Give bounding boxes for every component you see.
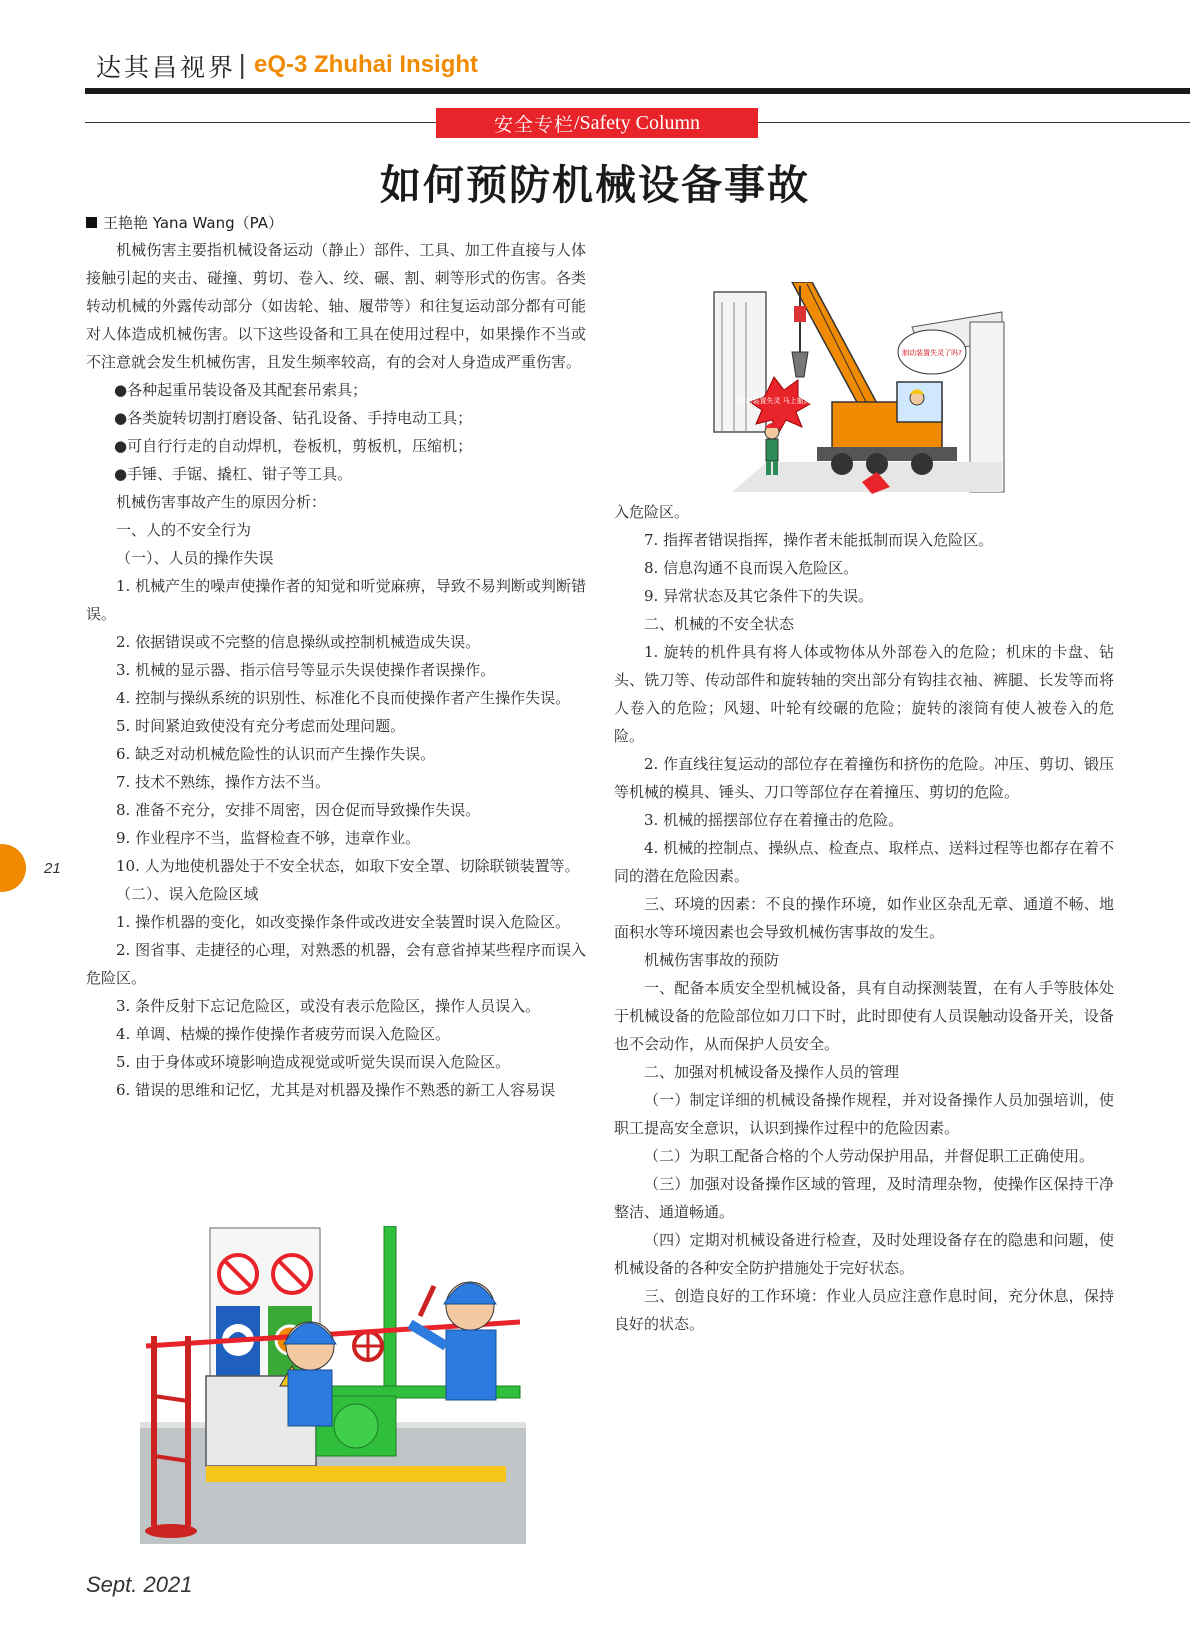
- paragraph: 机械伤害事故的预防: [644, 951, 780, 969]
- paragraph: 1. 旋转的机件具有将人体或物体从外部卷入的危险；机床的卡盘、钻头、铣刀等、传动部件和旋转轴的突出部分有钩挂衣袖、裤腿、长发等而将人卷入的危险；风翅、叶轮有绞碾的危险；旋转的滚筒有使人被卷入的危险。: [614, 643, 1114, 745]
- bullet-item: ●各类旋转切割打磨设备、钻孔设备、手持电动工具；: [114, 409, 473, 427]
- paragraph: （二）、误入危险区域: [116, 885, 259, 903]
- paragraph: 6. 错误的思维和记忆，尤其是对机器及操作不熟悉的新工人容易误: [116, 1081, 556, 1099]
- paragraph: 一、人的不安全行为: [116, 521, 252, 539]
- paragraph: 4. 控制与操纵系统的识别性、标准化不良而使操作者产生操作失误。: [116, 689, 571, 707]
- page-number: 21: [44, 860, 61, 877]
- paragraph: 2. 依据错误或不完整的信息操纵或控制机械造成失误。: [116, 633, 481, 651]
- paragraph: （四）定期对机械设备进行检查，及时处理设备存在的隐患和问题，使机械设备的各种安全防护措施处于完好状态。: [614, 1231, 1114, 1277]
- paragraph: （一）制定详细的机械设备操作规程，并对设备操作人员加强培训，使职工提高安全意识，认识到操作过程中的危险因素。: [614, 1091, 1114, 1137]
- paragraph: 4. 单调、枯燥的操作使操作者疲劳而误入危险区。: [116, 1025, 451, 1043]
- paragraph: （二）为职工配备合格的个人劳动保护用品，并督促职工正确使用。: [644, 1147, 1095, 1165]
- column-tag: [436, 108, 758, 138]
- issue-date: Sept. 2021: [86, 1572, 193, 1597]
- paragraph: 三、创造良好的工作环境：作业人员应注意作息时间，充分休息，保持良好的状态。: [614, 1287, 1114, 1333]
- page-tab-marker: [0, 844, 26, 892]
- paragraph: 9. 作业程序不当，监督检查不够，违章作业。: [116, 829, 421, 847]
- paragraph: 5. 时间紧迫致使没有充分考虑而处理问题。: [116, 717, 406, 735]
- paragraph: 2. 图省事、走捷径的心理，对熟悉的机器，会有意省掉某些程序而误入危险区。: [86, 941, 586, 987]
- paragraph: 10. 人为地使机器处于不安全状态，如取下安全罩、切除联锁装置等。: [116, 857, 580, 875]
- paragraph: 3. 机械的显示器、指示信号等显示失误使操作者误操作。: [116, 661, 496, 679]
- paragraph: 6. 缺乏对动机械危险性的认识而产生操作失误。: [116, 745, 436, 763]
- paragraph: 机械伤害主要指机械设备运动（静止）部件、工具、加工件直接与人体接触引起的夹击、碰撞、剪切、卷入、绞、碾、割、刺等形式的伤害。各类转动机械的外露传动部分（如齿轮、轴、履带等）和往复运动部分都有可能对人体造成机械伤害。以下这些设备和工具在使用过程中，如果操作不当或不注意就会发生机械伤害，且发生频率较高，有的会对人身造成严重伤害。: [86, 241, 586, 371]
- paragraph: 7. 指挥者错误指挥，操作者未能抵制而误入危险区。: [644, 531, 994, 549]
- paragraph: 二、加强对机械设备及操作人员的管理: [644, 1063, 900, 1081]
- paragraph: （三）加强对设备操作区域的管理，及时清理杂物，使操作区保持干净整洁、通道畅通。: [614, 1175, 1114, 1221]
- header-brand-en: eQ-3 Zhuhai Insight: [254, 51, 479, 78]
- right-column: [614, 498, 1114, 1338]
- header-brand-cn: 达其昌视界: [96, 53, 237, 82]
- author-line: [86, 212, 283, 233]
- paragraph: 3. 条件反射下忘记危险区，或没有表示危险区，操作人员误入。: [116, 997, 541, 1015]
- paragraph: 入危险区。: [614, 503, 690, 521]
- column-tag-en: /Safety Column: [573, 111, 701, 134]
- paragraph: 机械伤害事故产生的原因分析：: [116, 493, 327, 511]
- paragraph: 一、配备本质安全型机械设备，具有自动探测装置，在有人手等肢体处于机械设备的危险部位如刀口下时，此时即使有人员误触动设备开关，设备也不会动作，从而保护人员安全。: [614, 979, 1114, 1053]
- paragraph: 9. 异常状态及其它条件下的失误。: [644, 587, 874, 605]
- paragraph: 二、机械的不安全状态: [644, 615, 795, 633]
- paragraph: 1. 机械产生的噪声使操作者的知觉和听觉麻痹，导致不易判断或判断错误。: [86, 577, 586, 623]
- paragraph: 3. 机械的摇摆部位存在着撞击的危险。: [644, 811, 904, 829]
- paragraph: 8. 准备不充分，安排不周密，因仓促而导致操作失误。: [116, 801, 481, 819]
- paragraph: 7. 技术不熟练，操作方法不当。: [116, 773, 331, 791]
- crane-question-text: 制动装置失灵了吗?: [902, 349, 962, 357]
- paragraph: 2. 作直线往复运动的部位存在着撞伤和挤伤的危险。冲压、剪切、锻压等机械的模具、锤头、刀口等部位存在着撞压、剪切的危险。: [614, 755, 1114, 801]
- paragraph: 8. 信息沟通不良而误入危险区。: [644, 559, 859, 577]
- paragraph: 1. 操作机器的变化，如改变操作条件或改进安全装置时误入危险区。: [116, 913, 571, 931]
- author-name: 王艳艳 Yana Wang（PA）: [103, 214, 283, 232]
- article-title: 如何预防机械设备事故: [380, 161, 810, 209]
- bullet-item: ●可自行行走的自动焊机，卷板机，剪板机，压缩机；: [114, 437, 473, 455]
- workers-illustration: [140, 1226, 526, 1544]
- column-tag-cn: 安全专栏: [493, 113, 574, 136]
- crane-illustration: [712, 282, 1012, 500]
- paragraph: 4. 机械的控制点、操纵点、检查点、取样点、送料过程等也都存在着不同的潜在危险因素。: [614, 839, 1114, 885]
- square-bullet-icon: [86, 217, 97, 228]
- paragraph: 5. 由于身体或环境影响造成视觉或听觉失误而误入危险区。: [116, 1053, 511, 1071]
- paragraph: （一）、人员的操作失误: [116, 549, 274, 567]
- paragraph: 三、环境的因素：不良的操作环境，如作业区杂乱无章、通道不畅、地面积水等环境因素也会导致机械伤害事故的发生。: [614, 895, 1114, 941]
- crane-warning-text: 制动装置失灵 马上撤离!: [738, 397, 814, 405]
- left-column: [86, 236, 586, 1104]
- header-rule: [85, 88, 1190, 94]
- bullet-item: ●手锤、手锯、撬杠、钳子等工具。: [114, 465, 353, 483]
- header-separator: |: [238, 50, 247, 79]
- bullet-item: ●各种起重吊装设备及其配套吊索具；: [114, 381, 368, 399]
